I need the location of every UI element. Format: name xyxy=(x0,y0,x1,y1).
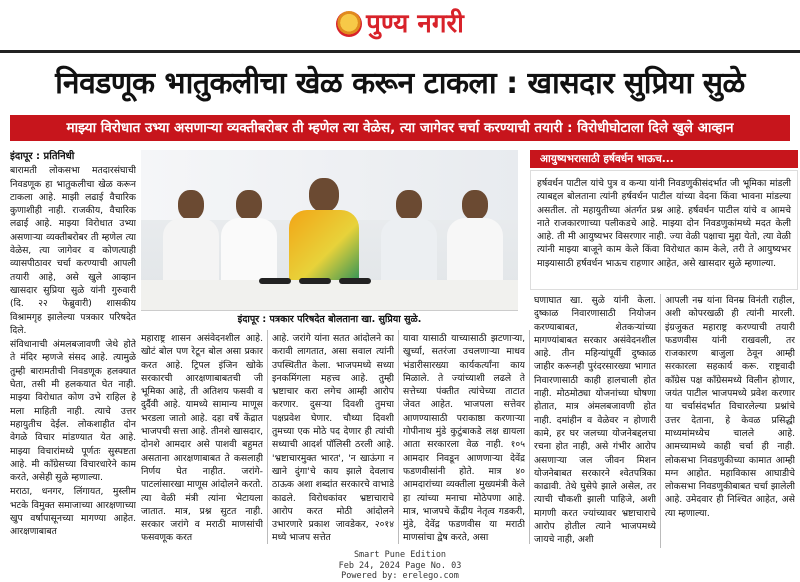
masthead xyxy=(0,4,800,44)
microphone-icon xyxy=(259,278,291,284)
top-divider xyxy=(0,50,800,53)
column-6-text: आपली नम्र यांना विनम्र विनंती राहील, अशी कोपरखळी ही त्यांनी मारली. इंग्रजुकत महाराष्ट्र करण्याची तयारी फडणवीस यांनी राखवली, तर राजकारण बाजुला ठेवून आम्ही सरकारला सहकार्य करू. राष्ट्रवादी कॉंग्रेस पक्ष कॉंग्रेसमध्ये विलीन होणार, जयंत पाटील भाजपमध्ये प्रवेश करणार या चर्चासंदर्भात विचारलेल्या प्रश्नांचे उत्तर देताना, हे केवळ प्रसिद्धी माध्यमांमध्येच चालले आहे. आमच्यामध्ये काही चर्चा ही नाही. लोकसभा निवडणुकीच्या कामात आम्ही मग्न आहोत. महाविकास आघाडीचे लोकसभा निवडणुकीबाबत चर्चा झालेली आहे. उमेदवार ही निश्चित आहेत, असे त्या म्हणाल्या. xyxy=(665,295,795,519)
column-1-para-2: संविधानाची अंमलबजावणी जेथे होते ते मंदिर म्हणजे संसद आहे. त्यामुळे तुम्ही बारामतीची निवडणूक हलक्यात घेता, तसी मी हलकयात घेत नाही. माझ्या विरोधात कोण उभे राहिल हे मला माहिती नाही. त्याचे उत्तर महायुतीच देईल. लोकशाहीत दोन वेगळे विचार मांडण्यात येत आहे. माझ्या विचारांमध्ये पूर्णतः सुस्पष्टता आहे. मी कॉंग्रेसच्या विचारधारेने काम करते, असेही सुळे म्हणाल्या. xyxy=(10,339,136,484)
supriya-sule-figure xyxy=(289,178,359,288)
article-column-2 xyxy=(141,332,263,548)
microphone-icon xyxy=(339,278,371,284)
sidebar-title: आयुष्यभरासाठी हर्षवर्धन भाऊच... xyxy=(530,150,798,168)
column-4-text: यावा यासाठी याच्यासाठी झटणाऱ्या, खुर्च्या, सतरंजा उचलणाऱ्या माधव भंडारीसारख्या कार्यकर्त्यांना काय मिळाले. ते ज्यांच्याशी लढले ते सत्तेच्या पंक्तीत त्यांचेच्या ताटात जेवत आहेत. भाजपला सत्तेवर आणण्यासाठी पराकाष्ठा करणाऱ्या गोपीनाथ मुंडे कुटुंबाकडे लक्ष द्यायला आता सरकारला वेळ नाही. १०५ आमदार निवडून आणणाऱ्या देवेंद्र फडणवीसांनी होते. मात्र ४० आमदारांच्या व्यक्तीला मुख्यमंत्री केले हा त्यांच्या मनाचा मोठेपणा आहे. मात्र, भाजपचे केंद्रीय नेतृत्व गडकरी, मुंडे, देवेंद्र फडणवीस या मराठी माणसांचा द्वेष करते, असा xyxy=(403,333,525,544)
press-conference-photo xyxy=(141,150,518,328)
column-divider xyxy=(267,330,268,544)
press-table xyxy=(141,280,518,310)
article-column-5 xyxy=(534,294,656,548)
sidebar-box xyxy=(530,170,798,290)
powered-by: Powered by: erelego.com xyxy=(341,571,459,581)
column-2-text: महाराष्ट्र शासन असंवेदनशील आहे. खोटं बोल पण रेटून बोल असा प्रकार करत आहे. ट्रिपल इंजिन खोके सरकारची आरक्षणाबाबतची जी भूमिका आहे, ती अतिशय फसवी व दुर्दैवी आहे. यामध्ये सामान्य माणूस भरडला जातो आहे. दहा वर्षे केंद्रात भाजपची सत्ता आहे. तीनशे खासदार, दोनशे आमदार असे पाशवी बहुमत असताना आरक्षणाबाबत ते कसलाही निर्णय घेत नाहीत. जरांगे-पाटलांसारखा माणूस आंदोलने करतो. त्या वेळी मंत्री त्यांना भेटायला जातात. मात्र, प्रश्न सुटत नाही. सरकार जरांगे व मराठी माणसांची फसवणूक करत xyxy=(141,333,263,544)
column-divider xyxy=(529,330,530,544)
microphone-icon xyxy=(299,278,331,284)
column-1-para-1: बारामती लोकसभा मतदारसंघाची निवडणूक हा भातुकलीचा खेळ करून टाकला आहे. माझी लढाई वैचारिक कुणाशीही नाही. राजकीय, वैचारिक लढाई आहे. माझ्या विरोधात उभ्या असणाऱ्या व्यक्तीबरोबर ती म्हणेल त्या वेळेस, त्या जागेवर व कोणत्याही व्यासपीठावर चर्चा करण्याची आपली तयारी आहे, असे खुले आव्हान खासदार सुप्रिया सुळे यांनी गुरुवारी (दि. २२ फेब्रुवारी) शासकीय विश्रामगृह झालेल्या पत्रकार परिषदेत दिले. xyxy=(10,165,136,336)
masthead-logo xyxy=(336,4,464,44)
person-5 xyxy=(447,190,503,288)
column-5-text: घणाघात खा. सुळे यांनी केला. दुष्काळ निवारणासाठी नियोजन करण्याबाबत, शेतकऱ्यांच्या मागण्यांबाबत सरकार असंवेदनशील आहे. तीन महिन्यांपूर्वी दुष्काळ जाहीर करूनही पुरंदरसारख्या भागात निवारणासाठी काही हालचाली होत नाही. मोठमोठ्या योजनांच्या घोषणा होतात, मात्र अंमलबजावणी होत नाही. दमांहीन व वेळेवर न होणारी कामे, हर घर जलच्या योजनेबद्दलचा रचना होत नाही, असे गंभीर आरोप असणाऱ्या जल जीवन मिशन योजनेबाबत सरकारने श्वेतपत्रिका काढावी. तेथे घुसेपे झाले असेल, तर त्याची चौकशी झाली पाहिजे, अशी मागणी करत ज्यांच्यावर भ्रष्टाचाराचे आरोप होतील त्याने भाजपमध्ये जायचे नाही, अशी xyxy=(534,295,656,546)
person-1 xyxy=(163,190,219,288)
edition-footer xyxy=(0,550,800,582)
column-divider xyxy=(660,294,661,548)
column-3-text: आहे. जरांगे यांना सतत आंदोलने का करावी लागतात, असा सवाल त्यांनी उपस्थितीत केला. भाजपमध्ये सध्या इनकमिंगला महत्त्व आहे. तुम्ही भ्रष्टाचार करा लगेच आम्ही आरोप करणार. दुसऱ्या दिवशी तुमचा पक्षप्रवेश घेणार. चौथ्या दिवशी तुमच्या एक मोठे पद देणार ही त्यांची सध्याची आदर्श पॉलिसी ठरली आहे. 'भ्रष्टाचारमुक्त भारत', 'न खाऊंगा न खाने दुंगा'चे काय झाले देवलाच ठाऊक अशा शब्दांत सरकारचे वाभाडे काढले. विरोधकांवर भ्रष्टाचाराचे आरोप करत मोठी आंदोलने उभारणारे प्रकाश जावडेकर, २०१४ मध्ये भाजप सत्तेत xyxy=(272,333,394,544)
masthead-title: पुण्य नगरी xyxy=(366,9,464,39)
edition-name: Smart Pune Edition xyxy=(353,550,447,560)
article-column-6 xyxy=(665,294,795,548)
headline: निवडणूक भातुकलीचा खेळ करून टाकला : खासदार सुप्रिया सुळे xyxy=(55,66,745,101)
ganesha-logo-icon xyxy=(336,11,362,37)
person-2 xyxy=(221,190,277,288)
column-divider xyxy=(398,330,399,544)
article-column-1 xyxy=(10,150,136,548)
article-column-4 xyxy=(403,332,525,548)
edition-date: Feb 24, 2024 Page No. 03 xyxy=(338,560,462,571)
sidebar-body: हर्षवर्धन पाटील यांचे पुत्र व कन्या यांनी निवडणुकीसंदर्भात जी भूमिका मांडली त्याबद्दल बोलताना त्यांनी हर्षवर्धन पाटील यांच्या वेदना किंवा भावना मांडल्या असतील. तो महायुतीच्या अंतर्गत प्रश्न आहे. हर्षवर्धन पाटील यांचे व आमचे नाते राजकारणाच्या पलीकडचे आहे. माझ्या दोन निवडणुकांमध्ये मदत केली आहे. ती मी आयुष्यभर विसरणार नाही. ज्या वेळी पक्षाचा मुद्दा येतो, त्या वेळी त्यांनी माझ्या बाजूने काम केले किंवा विरोधात काम केले, तरी ते आयुष्यभर माझ्यासाठी हर्षवर्धन भाऊच राहणार आहेत, असे खासदार सुळे म्हणाल्या. xyxy=(537,178,791,269)
column-1-para-3: मराठा, धनगर, लिंगायत, मुस्लीम भटके विमुक्त समाजाच्या आरक्षणाच्या खुप वर्षापासूनच्या मागण्या आहेत. आरक्षणाबाबत xyxy=(10,486,136,538)
photo-caption: इंदापूर : पत्रकार परिषदेत बोलताना खा. सुप्रिया सुळे. xyxy=(141,310,518,328)
person-4 xyxy=(381,190,437,288)
dateline: इंदापूर : प्रतिनिधी xyxy=(10,151,75,162)
article-column-3 xyxy=(272,332,394,548)
subheadline: माझ्या विरोधात उभ्या असणाऱ्या व्यक्तीबरोबर ती म्हणेल त्या वेळेस, त्या जागेवर चर्चा करण्याची तयारी : विरोधीघोटाला दिले खुले आव्हान xyxy=(10,115,790,141)
